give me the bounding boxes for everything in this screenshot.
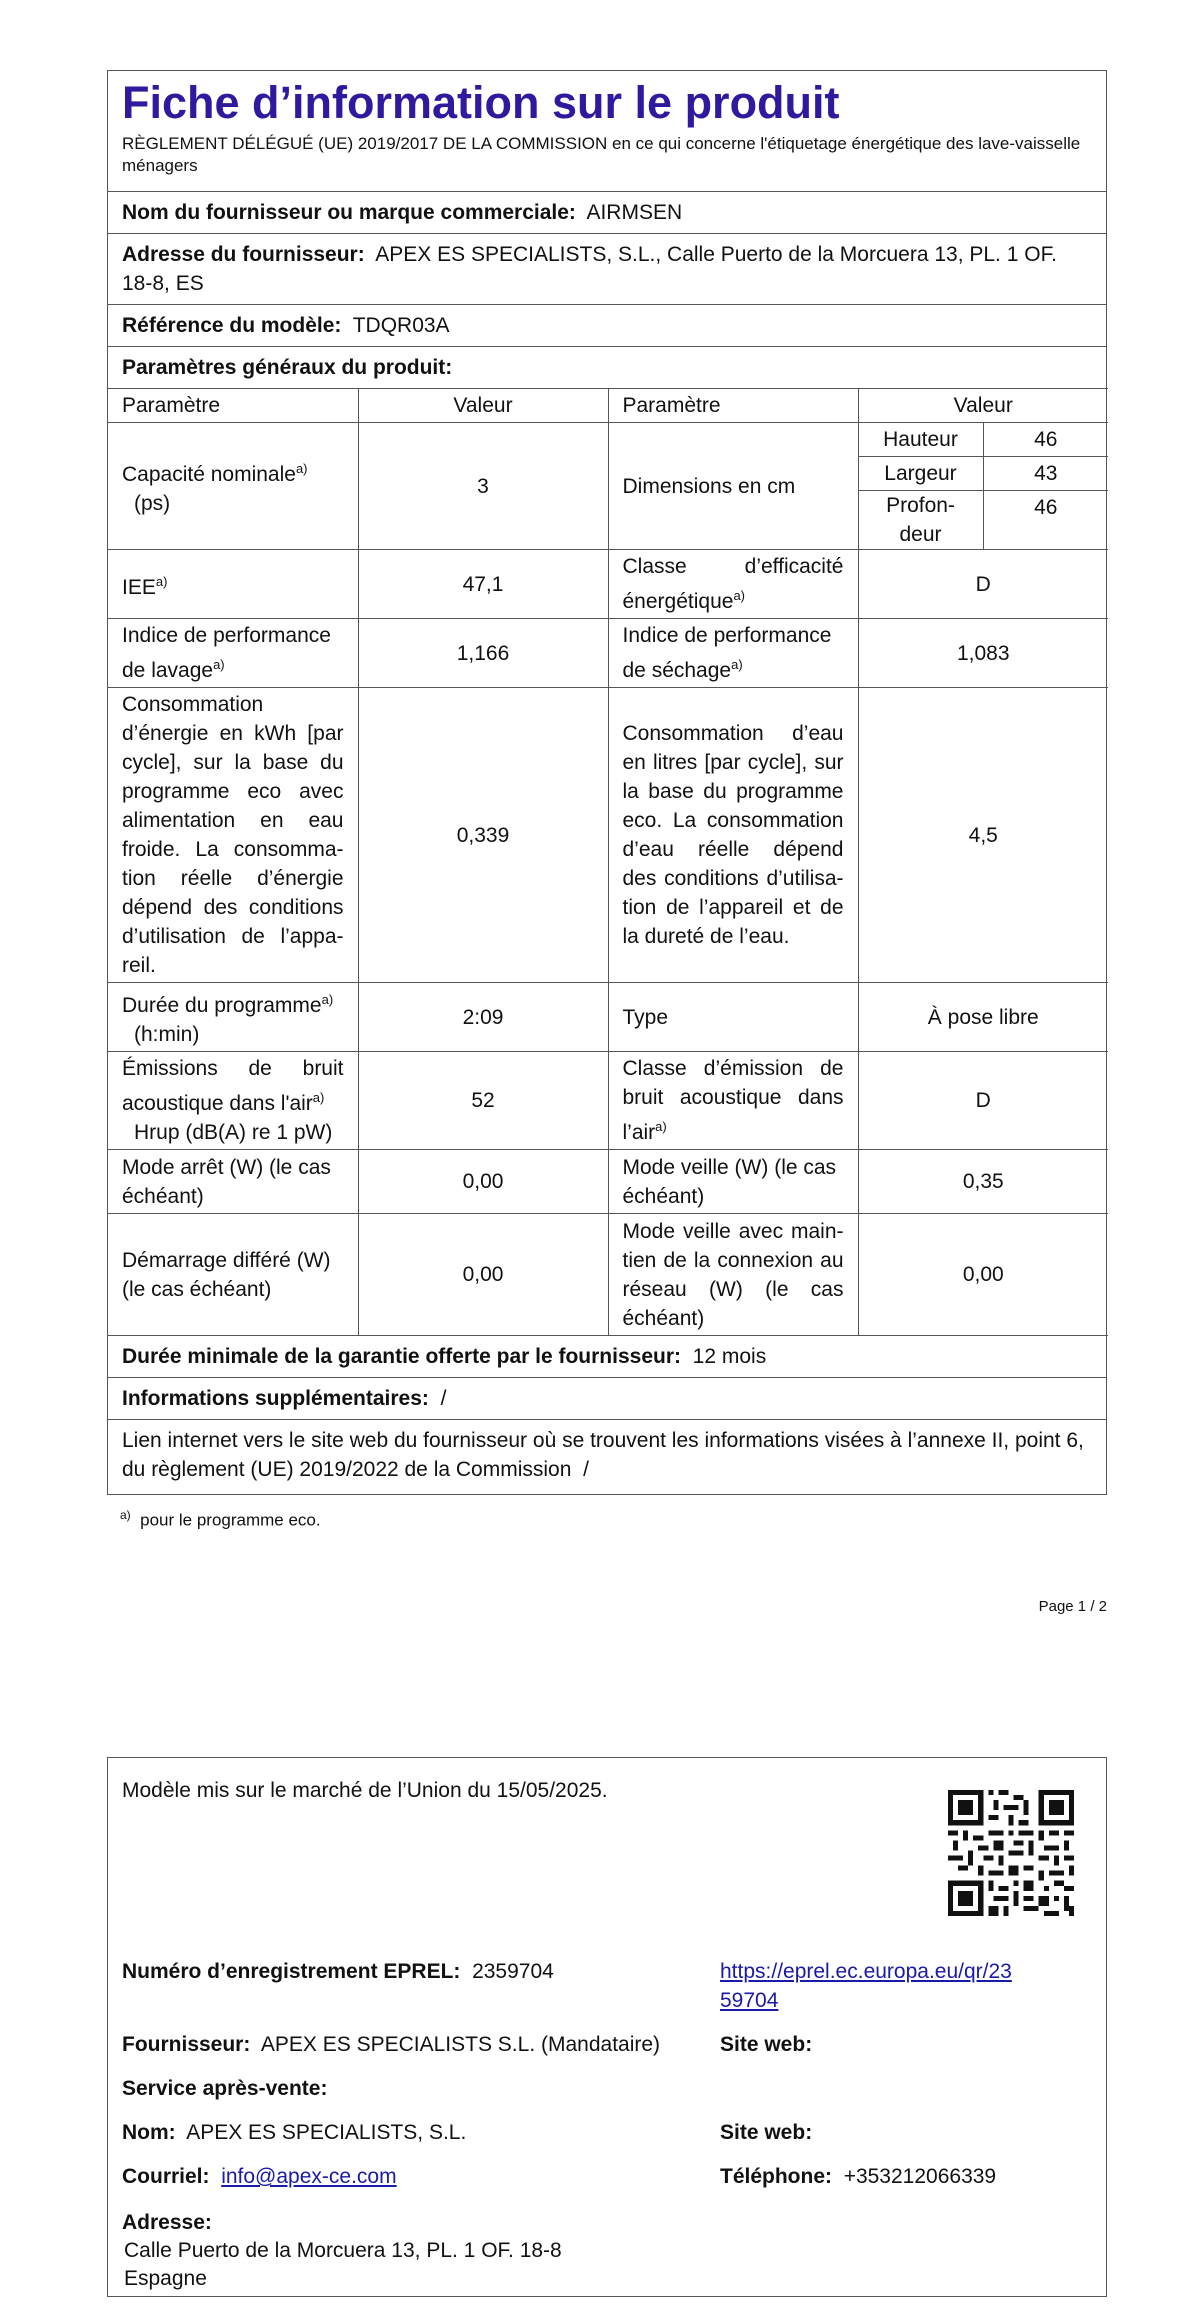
energy-value: 0,339 [358, 688, 608, 983]
table-row [108, 619, 1108, 688]
drying-label: Indice de performance de séchage [622, 624, 832, 682]
additional-info-row [108, 1377, 1106, 1419]
product-information-sheet [107, 70, 1107, 1495]
address-row [108, 233, 1106, 304]
footnote-mark: a) [321, 992, 334, 1007]
market-date-text: Modèle mis sur le marché de l’Union du 15/05/2025. [122, 1779, 608, 1802]
duration-value: 2:09 [358, 983, 608, 1052]
noise-class-label-cell [608, 1052, 858, 1150]
off-mode-label: Mode arrêt (W) (le cas échéant) [108, 1150, 358, 1214]
table-row [108, 1214, 1108, 1336]
water-label: Consommation d’eau en litres [par cycle], sur la base du programme eco. La consommation d’eau réelle dépend des conditions d’utilisa-tion de l’appareil et de la dureté de l’eau. [608, 688, 858, 983]
sheet-title: Fiche d’information sur le produit [122, 77, 840, 128]
noise-value: 52 [358, 1052, 608, 1150]
supplier-value: AIRMSEN [586, 201, 683, 224]
additional-info-value: / [440, 1387, 447, 1410]
address-label: Adresse: [122, 2211, 212, 2234]
eei-label-cell [108, 550, 358, 619]
supplier-label: Nom du fournisseur ou marque commerciale: [122, 201, 576, 224]
drying-label-cell [608, 619, 858, 688]
capacity-label-cell [108, 423, 358, 550]
footnote [120, 1508, 321, 1531]
additional-info-label: Informations supplémentaires: [122, 1387, 429, 1410]
supplier-row [108, 191, 1106, 233]
regulation-subtitle: RÈGLEMENT DÉLÉGUÉ (UE) 2019/2017 DE LA COMMISSION en ce qui concerne l'étiquetage énergétique des lave-vaisselle ménagers [122, 134, 1081, 175]
efficiency-class-label-cell [608, 550, 858, 619]
guarantee-row [108, 1336, 1106, 1377]
standby-label: Mode veille (W) (le cas échéant) [608, 1150, 858, 1214]
address-line2: Espagne [124, 2267, 207, 2290]
efficiency-class-label: Classe d’efficacité énergétique [622, 555, 844, 613]
address-label: Adresse du fournisseur: [122, 243, 365, 266]
eprel-url-line2[interactable]: 59704 [720, 1989, 779, 2012]
footnote-mark: a) [213, 657, 225, 672]
reg-supplier-label: Fournisseur: [122, 2033, 251, 2056]
model-value: TDQR03A [352, 314, 450, 337]
supplier-line [122, 2030, 660, 2059]
model-label: Référence du modèle: [122, 314, 342, 337]
duration-label: Durée du programme [122, 994, 322, 1017]
depth-label: Profon-deur [858, 491, 983, 550]
capacity-label: Capacité nominale [122, 463, 296, 486]
eei-value: 47,1 [358, 550, 608, 619]
phone-line [720, 2162, 996, 2191]
header-value-1: Valeur [358, 389, 608, 423]
cleaning-value: 1,166 [358, 619, 608, 688]
height-value: 46 [983, 423, 1108, 457]
page-number: Page 1 / 2 [1038, 1598, 1107, 1615]
standby-value: 0,35 [858, 1150, 1108, 1214]
guarantee-value: 12 mois [692, 1345, 767, 1368]
footnote-mark: a) [120, 1508, 131, 1522]
reg-supplier-value: APEX ES SPECIALISTS S.L. (Mandataire) [260, 2033, 661, 2056]
table-header-row [108, 389, 1108, 423]
parameters-table [108, 388, 1108, 1336]
address-line1: Calle Puerto de la Morcuera 13, PL. 1 OF. 18-8 [124, 2239, 562, 2262]
general-params-label: Paramètres généraux du produit: [122, 356, 453, 379]
model-row [108, 304, 1106, 346]
drying-value: 1,083 [858, 619, 1108, 688]
delay-start-label: Démarrage différé (W) (le cas échéant) [108, 1214, 358, 1336]
guarantee-label: Durée minimale de la garantie offerte par le fournisseur: [122, 1345, 681, 1368]
delay-start-value: 0,00 [358, 1214, 608, 1336]
water-value: 4,5 [858, 688, 1108, 983]
networked-standby-label: Mode veille avec main-tien de la connexion au réseau (W) (le cas échéant) [608, 1214, 858, 1336]
phone-label: Téléphone: [720, 2165, 833, 2188]
service-name-line [122, 2118, 466, 2147]
capacity-value: 3 [358, 423, 608, 550]
email-line [122, 2162, 397, 2191]
width-label: Largeur [858, 457, 983, 491]
email-link[interactable]: info@apex-ce.com [221, 2165, 397, 2188]
networked-standby-value: 0,00 [858, 1214, 1108, 1336]
noise-class-value: D [858, 1052, 1108, 1150]
cleaning-label: Indice de performance de lavage [122, 624, 331, 682]
height-label: Hauteur [858, 423, 983, 457]
table-row [108, 983, 1108, 1052]
header-param-2: Paramètre [608, 389, 858, 423]
dimensions-label: Dimensions en cm [608, 423, 858, 550]
footnote-mark: a) [655, 1119, 667, 1134]
efficiency-class-value: D [858, 550, 1108, 619]
footnote-mark: a) [312, 1090, 325, 1105]
noise-label: Émissions de bruit acoustique dans l'air [122, 1057, 344, 1115]
capacity-unit: (ps) [134, 492, 171, 515]
general-params-row [108, 346, 1106, 388]
duration-unit: (h:min) [134, 1023, 200, 1046]
eprel-registration-box [107, 1757, 1107, 2297]
table-row [108, 1052, 1108, 1150]
eprel-number-line [122, 1957, 554, 1986]
eprel-label: Numéro d’enregistrement EPREL: [122, 1960, 461, 1983]
email-label: Courriel: [122, 2165, 210, 2188]
footnote-mark: a) [295, 461, 308, 476]
weblink-value: / [583, 1458, 589, 1481]
service-name-label: Nom: [122, 2121, 176, 2144]
weblink-row [108, 1419, 1106, 1494]
eei-label: IEE [122, 575, 156, 599]
after-sales-label: Service après-vente: [122, 2077, 328, 2100]
table-row [108, 1150, 1108, 1214]
service-name-value: APEX ES SPECIALISTS, S.L. [186, 2121, 467, 2144]
width-value: 43 [983, 457, 1108, 491]
energy-label: Consommation d’énergie en kWh [par cycle], sur la base du programme eco avec alimentation en eau froide. La consomma-tion réelle d’énergie dépend des conditions d’utilisation de l’appa-reil. [108, 688, 358, 983]
duration-label-cell [108, 983, 358, 1052]
noise-class-label: Classe d’émission de bruit acoustique dans l’air [622, 1057, 844, 1144]
depth-value: 46 [983, 491, 1108, 550]
eprel-url[interactable] [720, 1957, 1012, 2015]
eprel-value: 2359704 [472, 1960, 554, 1983]
footnote-mark: a) [731, 657, 743, 672]
noise-unit: Hrup (dB(A) re 1 pW) [134, 1121, 333, 1144]
footnote-mark: a) [733, 588, 745, 603]
footnote-mark: a) [155, 573, 168, 589]
website-label-2: Site web: [720, 2121, 813, 2144]
weblink-text: Lien internet vers le site web du fournisseur où se trouvent les informations visées à l’annexe II, point 6, du règlement (UE) 2019/2022 de la Commission [122, 1429, 1084, 1481]
footnote-text: pour le programme eco. [140, 1510, 321, 1530]
noise-label-cell [108, 1052, 358, 1150]
qr-code-icon [948, 1790, 1074, 1916]
table-row [108, 688, 1108, 983]
website-label-1: Site web: [720, 2033, 813, 2056]
eprel-url-line1[interactable]: https://eprel.ec.europa.eu/qr/23 [720, 1960, 1012, 1983]
type-label: Type [608, 983, 858, 1052]
phone-value: +353212066339 [843, 2165, 997, 2188]
type-value: À pose libre [858, 983, 1108, 1052]
address-value: APEX ES SPECIALISTS, S.L., Calle Puerto de la Morcuera 13, PL. 1 OF. 18-8, ES [122, 243, 1057, 295]
header-param-1: Paramètre [108, 389, 358, 423]
header-value-2: Valeur [858, 389, 1108, 423]
off-mode-value: 0,00 [358, 1150, 608, 1214]
table-row [108, 550, 1108, 619]
cleaning-label-cell [108, 619, 358, 688]
table-row [108, 423, 1108, 457]
